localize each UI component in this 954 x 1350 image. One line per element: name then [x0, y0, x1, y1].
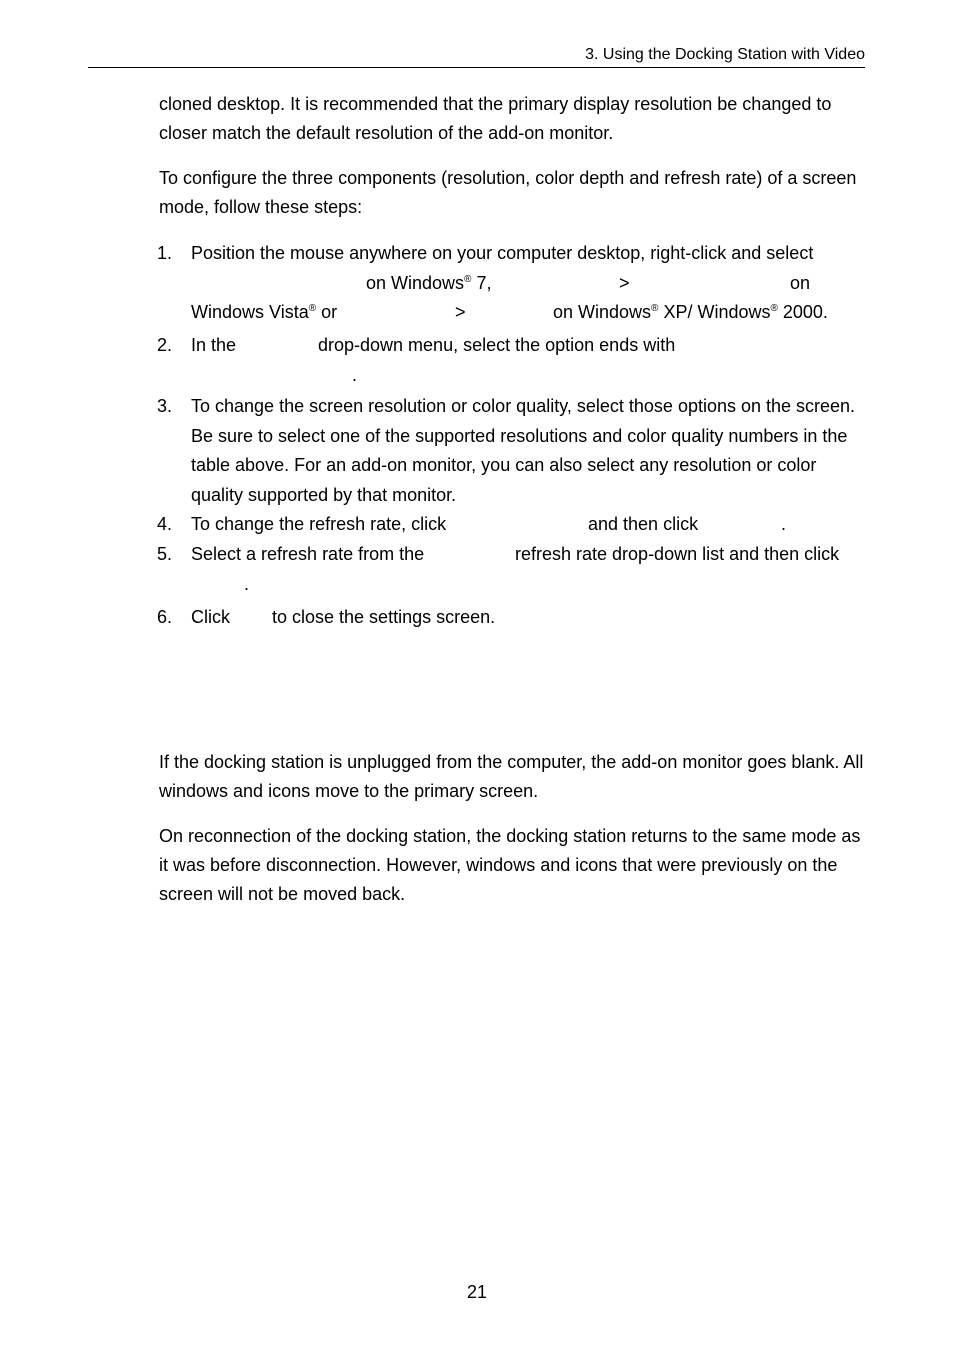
step-number: 2. [157, 335, 173, 355]
registered-mark: ® [464, 274, 472, 285]
registered-mark: ® [651, 303, 659, 314]
step-text: . [352, 365, 358, 385]
intro-paragraph-1: cloned desktop. It is recommended that the primary display resolution be changed to closer match the default resolution of the add-on monitor. [159, 94, 832, 143]
disconnect-paragraph-2: On reconnection of the docking station, the docking station returns to the same mode as it was before disconnection. However, windows and icons that were previously on the screen will not be moved back. [159, 826, 861, 904]
intro-paragraph-2: To configure the three components (resolution, color depth and refresh rate) of a screen mode, follow these steps: [159, 168, 857, 217]
running-header: 3. Using the Docking Station with Video [88, 45, 865, 68]
step-text: to close the settings screen. [272, 607, 496, 627]
step-text: To change the screen resolution or color quality, select those options on the screen. Be sure to select one of the supported resolutions and color quality numbers in the table above. For an add-on monitor, you can also select any resolution or color quality supported by that monitor. [191, 396, 856, 505]
step-text: . [781, 514, 787, 534]
step-text: Select a refresh rate from the [191, 544, 425, 564]
step-text: on Windows® 7, [366, 273, 492, 293]
disconnect-paragraph-1: If the docking station is unplugged from the computer, the add-on monitor goes blank. All windows and icons move to the primary screen. [159, 752, 864, 801]
step-text: Windows Vista® or [191, 302, 338, 322]
page-number: 21 [466, 1282, 488, 1302]
step-text: > [455, 302, 466, 322]
step-text: Position the mouse anywhere on your computer desktop, right-click and select [191, 243, 814, 263]
step-number: 1. [157, 243, 173, 263]
step-text: To change the refresh rate, click [191, 514, 447, 534]
registered-mark: ® [770, 303, 778, 314]
registered-mark: ® [308, 303, 317, 314]
step-number: 4. [157, 514, 173, 534]
step-number: 5. [157, 544, 173, 564]
step-text: In the [191, 335, 237, 355]
step-text: on Windows® XP/ Windows® 2000. [553, 302, 828, 322]
step-number: 6. [157, 607, 173, 627]
step-text: refresh rate drop-down list and then click [515, 544, 840, 564]
step-text: drop-down menu, select the option ends with [318, 335, 676, 355]
step-number: 3. [157, 396, 173, 416]
step-text: Click [191, 607, 230, 627]
step-text: . [244, 574, 250, 594]
step-text: on [790, 273, 811, 293]
step-text: and then click [588, 514, 699, 534]
step-text: > [619, 273, 630, 293]
